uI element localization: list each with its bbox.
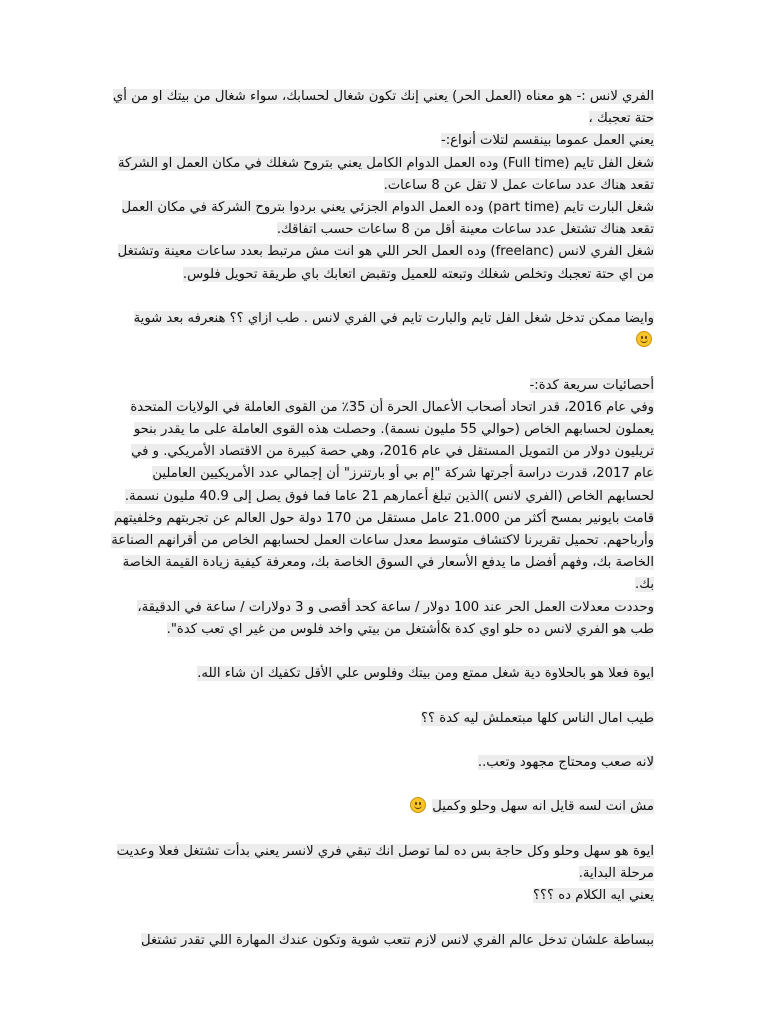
paragraph (110, 597, 654, 641)
paragraph (110, 130, 654, 152)
paragraph (110, 308, 654, 352)
paragraph (110, 841, 654, 885)
paragraph-text: شغل الفري لانس (freelanc) وده العمل الحر اللي هو انت مش مرتبط بعدد ساعات معينة وتشتغل من اي حتة تعجبك وتخلص شغلك وتبعته للعميل وتقبض اتعابك باي طريقة تحويل فلوس. (117, 244, 654, 282)
paragraph (110, 86, 654, 130)
paragraph-text: يعني العمل عموما بينقسم لتلات أنواع:- (440, 133, 654, 149)
paragraph (110, 708, 654, 730)
paragraph-text: وحددت معدلات العمل الحر عند 100 دولار / ساعة كحد أقصى و 3 دولارات / ساعة في الدقيقة، طب هو الفري لانس ده حلو اوي كدة &أشتغل من بيتي واخد فلوس من غير اي تعب كدة". (137, 599, 654, 637)
paragraph (110, 241, 654, 285)
paragraph-text: شغل الفل تايم (Full time) وده العمل الدوام الكامل يعني بتروح شغلك في مكان العمل او الشركة تقعد هناك عدد ساعات عمل لا تقل عن 8 ساعات. (117, 155, 654, 193)
paragraph-text: وفي عام 2016، قدر اتحاد أصحاب الأعمال الحرة أن 35٪ من القوى العاملة في الولايات المتحدة يعملون لحسابهم الخاص (حوالي 55 مليون نسمة). وحصلت هذه القوى العاملة على ما يقدر بنحو تريليون دولار من التمويل المستقل في عام 2016، وهي حصة كبيرة من الاقتصاد الأمريكي. و في عام 2017، قدرت دراسة أجرتها شركة "إم بي أو بارتنرز" أن إجمالي عدد الأمريكيين العاملين لحسابهم الخاص (الفري لانس )الذين تبلغ أعمارهم 21 عاما فما فوق يصل إلى 40.9 مليون نسمة. (124, 399, 654, 504)
smiley-icon (410, 797, 426, 813)
paragraph-text: الفري لانس :- هو معناه (العمل الحر) يعني إنك تكون شغال لحسابك، سواء شغال من بيتك او من أي حتة تعجبك ، (112, 89, 654, 127)
blank-line (110, 730, 654, 752)
paragraph (110, 885, 654, 907)
paragraph-text: أحصائيات سريعة كدة:- (529, 377, 654, 393)
smiley-icon (636, 331, 652, 347)
blank-line (110, 685, 654, 707)
paragraph (110, 397, 654, 508)
paragraph-text: ايوة هو سهل وحلو وكل حاجة بس ده لما توصل انك تبقي فري لانسر يعني بدأت تشتغل فعلا وعديت مرحلة البداية. (116, 843, 654, 881)
paragraph-text: ببساطة علشان تدخل عالم الفري لانس لازم تتعب شوية وتكون عندك المهارة اللي تقدر تشتغل (141, 932, 654, 948)
paragraph (110, 375, 654, 397)
blank-line (110, 352, 654, 374)
blank-line (110, 286, 654, 308)
blank-line (110, 641, 654, 663)
paragraph (110, 752, 654, 774)
paragraph (110, 663, 654, 685)
blank-line (110, 907, 654, 929)
paragraph-text: قامت بايونير بمسح أكثر من 21.000 عامل مستقل من 170 دولة حول العالم عن تجربتهم وخلفيتهم وأرباحهم. تحميل تقريرنا لاكتشاف متوسط معدل ساعات العمل لحسابهم الخاص من أقرانهم الصناعة الخاصة بك، وفهم أفضل ما يدفع الأسعار في السوق الخاصة بك، ومعرفة كيفية زيادة القيمة الخاصة بك. (111, 510, 654, 593)
paragraph-text: طيب امال الناس كلها مبتعملش ليه كدة ؟؟ (421, 710, 654, 726)
paragraph (110, 197, 654, 241)
paragraph (110, 796, 654, 818)
paragraph-text: وايضا ممكن تدخل شغل الفل تايم والبارت تايم في الفري لانس . طب ازاي ؟؟ هنعرفه بعد شوية (133, 311, 654, 327)
paragraph-text: لانه صعب ومحتاج مجهود وتعب.. (477, 755, 654, 771)
document-body (110, 86, 654, 952)
paragraph-text: شغل البارت تايم (part time) وده العمل الدوام الجزئي يعني بردوا بتروح الشركة في مكان العمل تقعد هناك تشتغل عدد ساعات معينة أقل من 8 ساعات حسب اتفاقك. (121, 200, 654, 238)
paragraph-text: يعني ايه الكلام ده ؟؟؟ (533, 888, 654, 904)
paragraph-text: مش انت لسه قايل انه سهل وحلو وكميل (432, 799, 654, 815)
blank-line (110, 774, 654, 796)
paragraph-text: ايوة فعلا هو بالحلاوة دية شغل ممتع ومن بيتك وفلوس علي الأقل تكفيك ان شاء الله. (197, 666, 654, 682)
paragraph (110, 508, 654, 597)
paragraph (110, 153, 654, 197)
paragraph (110, 930, 654, 952)
blank-line (110, 819, 654, 841)
